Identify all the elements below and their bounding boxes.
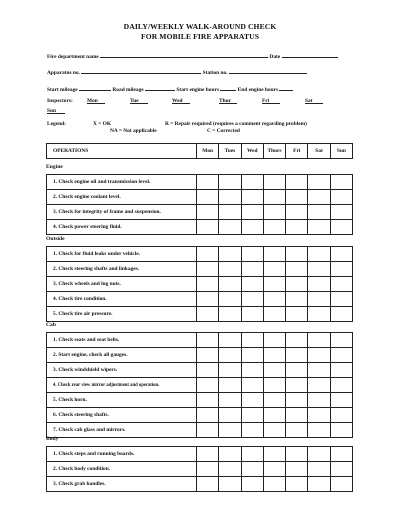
check-cell[interactable] <box>197 462 219 477</box>
check-cell[interactable] <box>197 423 219 438</box>
check-cell[interactable] <box>263 423 285 438</box>
check-cell[interactable] <box>286 393 308 408</box>
table-row <box>47 307 353 322</box>
check-cell[interactable] <box>197 363 219 378</box>
table-row <box>47 262 353 277</box>
check-item-label: 3. Check grab handles. <box>47 477 197 492</box>
check-cell[interactable] <box>286 205 308 220</box>
check-item-label: 7. Check cab glass and mirrors. <box>47 423 197 438</box>
table-row <box>47 393 353 408</box>
check-cell[interactable] <box>263 393 285 408</box>
check-cell[interactable] <box>263 175 285 190</box>
form-subtitle: FOR MOBILE FIRE APPARATUS <box>140 32 260 41</box>
tue-inspector-input[interactable] <box>130 98 148 104</box>
check-cell[interactable] <box>286 190 308 205</box>
check-item-label: 4. Check power steering fluid. <box>47 220 197 235</box>
check-item-label: 3. Check windshield wipers. <box>47 363 197 378</box>
table-row <box>47 462 353 477</box>
check-cell[interactable] <box>308 393 330 408</box>
date-input[interactable] <box>282 52 338 58</box>
check-cell[interactable] <box>263 262 285 277</box>
station-input[interactable] <box>229 68 307 74</box>
check-cell[interactable] <box>219 307 241 322</box>
check-cell[interactable] <box>286 462 308 477</box>
check-cell[interactable] <box>219 190 241 205</box>
check-cell[interactable] <box>241 292 263 307</box>
check-cell[interactable] <box>330 363 352 378</box>
road-mileage-input[interactable] <box>145 85 175 91</box>
check-cell[interactable] <box>308 378 330 393</box>
check-cell[interactable] <box>330 348 352 363</box>
apparatus-label: Apparatus no. <box>47 70 80 76</box>
check-cell[interactable] <box>286 348 308 363</box>
start-engine-hours-input[interactable] <box>220 85 236 91</box>
check-cell[interactable] <box>330 462 352 477</box>
check-cell[interactable] <box>241 220 263 235</box>
day-header-tues: Tues <box>219 144 241 159</box>
check-cell[interactable] <box>219 393 241 408</box>
check-cell[interactable] <box>286 262 308 277</box>
check-cell[interactable] <box>308 447 330 462</box>
check-item-label: 2. Check body condition. <box>47 462 197 477</box>
check-item-label: 5. Check tire air pressure. <box>47 307 197 322</box>
fri-inspector-input[interactable] <box>262 98 280 104</box>
fire-department-label: Fire department name <box>47 54 99 60</box>
table-row <box>47 220 353 235</box>
check-cell[interactable] <box>330 220 352 235</box>
check-cell[interactable] <box>197 378 219 393</box>
table-row <box>47 277 353 292</box>
check-cell[interactable] <box>219 277 241 292</box>
day-header-thurs: Thurs <box>263 144 285 159</box>
check-cell[interactable] <box>330 277 352 292</box>
check-cell[interactable] <box>263 277 285 292</box>
check-cell[interactable] <box>330 378 352 393</box>
table-row <box>47 408 353 423</box>
check-cell[interactable] <box>286 363 308 378</box>
check-cell[interactable] <box>330 333 352 348</box>
check-cell[interactable] <box>330 247 352 262</box>
day-header-mon: Mon <box>197 144 219 159</box>
check-cell[interactable] <box>263 220 285 235</box>
check-cell[interactable] <box>197 220 219 235</box>
check-cell[interactable] <box>330 393 352 408</box>
legend-corrected: C = Corrected <box>207 128 240 134</box>
check-cell[interactable] <box>286 477 308 492</box>
check-cell[interactable] <box>219 408 241 423</box>
sat-inspector-input[interactable] <box>305 98 323 104</box>
fri-label: Fri <box>262 98 270 104</box>
check-cell[interactable] <box>330 447 352 462</box>
start-mileage-label: Start mileage <box>47 87 78 93</box>
check-cell[interactable] <box>197 447 219 462</box>
check-cell[interactable] <box>219 205 241 220</box>
apparatus-input[interactable] <box>81 68 201 74</box>
check-cell[interactable] <box>308 190 330 205</box>
check-cell[interactable] <box>286 220 308 235</box>
table-row <box>47 190 353 205</box>
check-cell[interactable] <box>263 247 285 262</box>
check-cell[interactable] <box>308 247 330 262</box>
end-engine-hours-label: End engine hours <box>237 87 279 93</box>
check-cell[interactable] <box>241 423 263 438</box>
operations-header-table <box>46 143 353 159</box>
legend-label: Legend: <box>47 121 66 127</box>
check-cell[interactable] <box>330 408 352 423</box>
check-cell[interactable] <box>286 378 308 393</box>
check-cell[interactable] <box>241 175 263 190</box>
check-item-label: 6. Check steering shafts. <box>47 408 197 423</box>
check-item-label: 3. Check wheels and lug nuts. <box>47 277 197 292</box>
check-item-label: 1. Check seats and seat belts. <box>47 333 197 348</box>
check-cell[interactable] <box>330 205 352 220</box>
table-row <box>47 333 353 348</box>
station-label: Station no. <box>202 70 228 76</box>
tue-label: Tue <box>130 98 139 104</box>
check-cell[interactable] <box>263 447 285 462</box>
check-cell[interactable] <box>330 262 352 277</box>
check-cell[interactable] <box>308 292 330 307</box>
check-cell[interactable] <box>241 462 263 477</box>
day-header-wed: Wed <box>241 144 263 159</box>
section-engine-heading: Engine <box>46 164 63 170</box>
fire-department-line <box>47 52 338 60</box>
check-item-label: 5. Check horn. <box>47 393 197 408</box>
sat-label: Sat <box>305 98 313 104</box>
check-cell[interactable] <box>241 333 263 348</box>
check-cell[interactable] <box>241 348 263 363</box>
check-cell[interactable] <box>197 393 219 408</box>
check-cell[interactable] <box>330 477 352 492</box>
section-cab-table <box>46 332 353 438</box>
check-cell[interactable] <box>308 333 330 348</box>
mon-inspector-input[interactable] <box>87 98 105 104</box>
check-cell[interactable] <box>197 292 219 307</box>
check-cell[interactable] <box>219 348 241 363</box>
section-body-heading: Body <box>46 436 59 442</box>
inspectors-label: Inspectors: <box>47 98 73 104</box>
table-row <box>47 378 353 393</box>
check-cell[interactable] <box>330 307 352 322</box>
check-item-label: 2. Check steering shafts and linkages. <box>47 262 197 277</box>
check-cell[interactable] <box>308 220 330 235</box>
sun-label: Sun <box>47 108 56 114</box>
check-cell[interactable] <box>263 190 285 205</box>
table-row <box>47 363 353 378</box>
check-cell[interactable] <box>263 292 285 307</box>
check-cell[interactable] <box>197 333 219 348</box>
check-cell[interactable] <box>197 277 219 292</box>
check-cell[interactable] <box>263 462 285 477</box>
check-cell[interactable] <box>308 462 330 477</box>
check-cell[interactable] <box>263 477 285 492</box>
check-cell[interactable] <box>263 408 285 423</box>
check-cell[interactable] <box>241 307 263 322</box>
check-item-label: 2. Check engine coolant level. <box>47 190 197 205</box>
table-row <box>47 447 353 462</box>
check-cell[interactable] <box>197 190 219 205</box>
check-item-label: 1. Check engine oil and transmission level. <box>47 175 197 190</box>
check-cell[interactable] <box>241 447 263 462</box>
end-engine-hours-input[interactable] <box>279 85 293 91</box>
check-cell[interactable] <box>330 190 352 205</box>
check-cell[interactable] <box>286 175 308 190</box>
check-cell[interactable] <box>197 175 219 190</box>
mileage-line <box>47 85 293 93</box>
check-cell[interactable] <box>219 462 241 477</box>
wed-label: Wed <box>172 98 183 104</box>
table-row <box>47 175 353 190</box>
table-row <box>47 292 353 307</box>
form-title: DAILY/WEEKLY WALK-AROUND CHECK <box>123 22 277 31</box>
sun-inspector-input[interactable] <box>47 108 65 114</box>
day-header-fri: Fri <box>286 144 308 159</box>
check-cell[interactable] <box>308 348 330 363</box>
check-cell[interactable] <box>197 205 219 220</box>
table-row <box>47 348 353 363</box>
legend-ok: X = OK <box>93 121 112 127</box>
check-cell[interactable] <box>241 262 263 277</box>
section-body-table <box>46 446 353 492</box>
check-cell[interactable] <box>219 423 241 438</box>
check-cell[interactable] <box>308 277 330 292</box>
check-cell[interactable] <box>330 175 352 190</box>
check-item-label: 3. Check for integrity of frame and suspension. <box>47 205 197 220</box>
start-mileage-input[interactable] <box>79 85 111 91</box>
check-cell[interactable] <box>308 205 330 220</box>
check-item-label: 1. Check for fluid leaks under vehicle. <box>47 247 197 262</box>
legend-na: NA = Not applicable <box>110 128 157 134</box>
table-row <box>47 205 353 220</box>
check-cell[interactable] <box>308 408 330 423</box>
apparatus-line <box>47 68 307 76</box>
check-cell[interactable] <box>219 363 241 378</box>
check-item-label: 2. Start engine, check all gauges. <box>47 348 197 363</box>
check-cell[interactable] <box>263 348 285 363</box>
check-cell[interactable] <box>286 408 308 423</box>
fire-department-input[interactable] <box>100 52 268 58</box>
check-cell[interactable] <box>263 378 285 393</box>
check-cell[interactable] <box>286 423 308 438</box>
check-cell[interactable] <box>263 307 285 322</box>
day-header-sun: Sun <box>330 144 352 159</box>
wed-inspector-input[interactable] <box>172 98 190 104</box>
check-cell[interactable] <box>330 292 352 307</box>
check-cell[interactable] <box>219 175 241 190</box>
check-cell[interactable] <box>219 220 241 235</box>
check-cell[interactable] <box>241 378 263 393</box>
table-row <box>47 477 353 492</box>
table-row <box>47 247 353 262</box>
check-cell[interactable] <box>197 408 219 423</box>
check-cell[interactable] <box>263 333 285 348</box>
check-item-label: 4. Check tire condition. <box>47 292 197 307</box>
inspectors-line <box>47 98 357 106</box>
check-cell[interactable] <box>219 262 241 277</box>
check-cell[interactable] <box>308 423 330 438</box>
legend <box>47 121 367 137</box>
check-cell[interactable] <box>241 205 263 220</box>
operations-header: OPERATIONS <box>47 144 197 159</box>
check-cell[interactable] <box>219 447 241 462</box>
legend-repair: R = Repair required (requires a comment regarding problem) <box>165 121 307 127</box>
section-engine-table <box>46 174 353 235</box>
section-outside-heading: Outside <box>46 236 65 242</box>
thur-inspector-input[interactable] <box>219 98 237 104</box>
section-cab-heading: Cab <box>46 322 56 328</box>
check-cell[interactable] <box>197 348 219 363</box>
check-cell[interactable] <box>219 333 241 348</box>
check-cell[interactable] <box>241 190 263 205</box>
check-cell[interactable] <box>263 363 285 378</box>
check-cell[interactable] <box>330 423 352 438</box>
check-cell[interactable] <box>241 247 263 262</box>
check-cell[interactable] <box>219 378 241 393</box>
check-cell[interactable] <box>219 292 241 307</box>
check-cell[interactable] <box>241 477 263 492</box>
check-cell[interactable] <box>286 447 308 462</box>
check-cell[interactable] <box>308 363 330 378</box>
check-cell[interactable] <box>286 307 308 322</box>
check-cell[interactable] <box>241 277 263 292</box>
check-cell[interactable] <box>241 408 263 423</box>
table-row <box>47 423 353 438</box>
check-cell[interactable] <box>308 175 330 190</box>
check-cell[interactable] <box>197 477 219 492</box>
check-cell[interactable] <box>308 477 330 492</box>
section-outside-table <box>46 246 353 322</box>
start-engine-hours-label: Start engine hours <box>176 87 219 93</box>
check-cell[interactable] <box>286 247 308 262</box>
check-item-label: 1. Check steps and running boards. <box>47 447 197 462</box>
check-cell[interactable] <box>286 277 308 292</box>
check-cell[interactable] <box>219 477 241 492</box>
check-cell[interactable] <box>286 292 308 307</box>
thur-label: Thur <box>219 98 231 104</box>
check-item-label: 4. Check rear view mirror adjustment and operation. <box>47 378 197 393</box>
check-cell[interactable] <box>197 307 219 322</box>
check-cell[interactable] <box>263 205 285 220</box>
day-header-sat: Sat <box>308 144 330 159</box>
check-cell[interactable] <box>197 262 219 277</box>
check-cell[interactable] <box>197 247 219 262</box>
check-cell[interactable] <box>308 307 330 322</box>
road-mileage-label: Road mileage <box>112 87 144 93</box>
check-cell[interactable] <box>286 333 308 348</box>
check-cell[interactable] <box>241 393 263 408</box>
check-cell[interactable] <box>219 247 241 262</box>
mon-label: Mon <box>87 98 98 104</box>
check-cell[interactable] <box>308 262 330 277</box>
date-label: Date <box>269 54 281 60</box>
check-cell[interactable] <box>241 363 263 378</box>
